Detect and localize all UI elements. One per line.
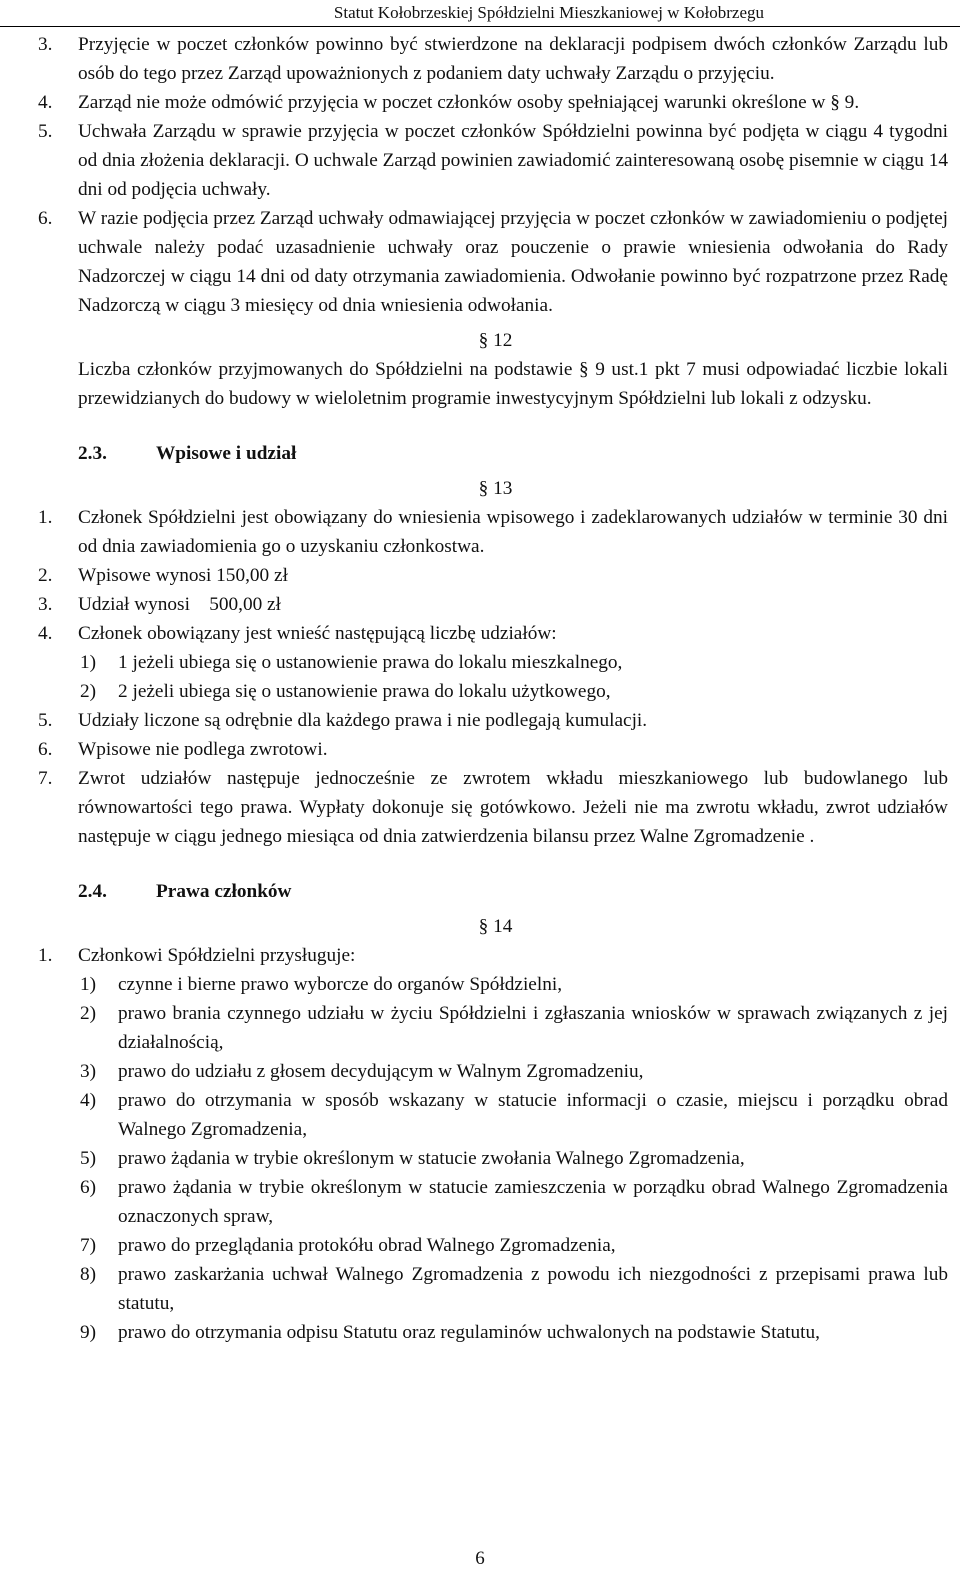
sub-item-text: prawo do otrzymania odpisu Statutu oraz regulaminów uchwalonych na podstawie Statutu, bbox=[118, 1322, 820, 1343]
list-item bbox=[38, 590, 948, 619]
sub-list-item bbox=[38, 1057, 948, 1086]
sub-item-number: 2) bbox=[80, 681, 97, 702]
item-text: Udziały liczone są odrębnie dla każdego prawa i nie podlegają kumulacji. bbox=[78, 710, 648, 731]
list-item bbox=[38, 561, 948, 590]
item-number: 2. bbox=[38, 565, 53, 586]
item-number: 1. bbox=[38, 507, 53, 528]
item-text: Zarząd nie może odmówić przyjęcia w poczet członków osoby spełniającej warunki określone w § 9. bbox=[78, 92, 860, 113]
sub-item-number: 1) bbox=[80, 974, 97, 995]
list-item bbox=[38, 941, 948, 970]
sub-item-text: czynne i bierne prawo wyborcze do organów Spółdzielni, bbox=[118, 974, 563, 995]
section-mark-14: § 14 bbox=[478, 916, 513, 937]
item-text: Wpisowe wynosi 150,00 zł bbox=[78, 565, 288, 586]
sub-list-item bbox=[38, 1318, 948, 1347]
page-number: 6 bbox=[475, 1548, 485, 1569]
header-rule bbox=[0, 26, 960, 27]
document-body bbox=[38, 30, 948, 1347]
sub-item-number: 6) bbox=[80, 1177, 97, 1198]
item-number: 4. bbox=[38, 623, 53, 644]
list-item bbox=[38, 117, 948, 204]
item-text: Członkowi Spółdzielni przysługuje: bbox=[78, 945, 356, 966]
sub-item-text: prawo do przeglądania protokółu obrad Walnego Zgromadzenia, bbox=[118, 1235, 616, 1256]
sub-item-number: 8) bbox=[80, 1264, 97, 1285]
section-heading-2-4 bbox=[38, 877, 948, 906]
list-item bbox=[38, 30, 948, 88]
sub-item-text: prawo żądania w trybie określonym w statucie zamieszczenia w porządku obrad Walnego Zgromadzenia oznaczonych spraw, bbox=[118, 1177, 948, 1227]
item-text: Przyjęcie w poczet członków powinno być stwierdzone na deklaracji podpisem dwóch członków Zarządu lub osób do tego przez Zarząd upoważnionych z podaniem daty uchwały Zarządu o przyjęciu. bbox=[78, 34, 948, 84]
item-number: 3. bbox=[38, 594, 53, 615]
section-heading-2-3 bbox=[38, 439, 948, 468]
sub-item-number: 4) bbox=[80, 1090, 97, 1111]
item-number: 3. bbox=[38, 34, 53, 55]
sub-list-item bbox=[38, 677, 948, 706]
item-text: Udział wynosi 500,00 zł bbox=[78, 594, 281, 615]
sub-list-item bbox=[38, 1144, 948, 1173]
heading-number: 2.3. bbox=[78, 443, 107, 464]
item-number: 1. bbox=[38, 945, 53, 966]
item-number: 5. bbox=[38, 710, 53, 731]
sub-item-text: prawo żądania w trybie określonym w statucie zwołania Walnego Zgromadzenia, bbox=[118, 1148, 745, 1169]
list-item bbox=[38, 706, 948, 735]
sub-item-text: 2 jeżeli ubiega się o ustanowienie prawa do lokalu użytkowego, bbox=[118, 681, 611, 702]
list-item bbox=[38, 764, 948, 851]
running-header: Statut Kołobrzeskiej Spółdzielni Mieszkaniowej w Kołobrzegu bbox=[333, 3, 764, 22]
sub-item-text: prawo do otrzymania w sposób wskazany w statucie informacji o czasie, miejscu i porządku obrad Walnego Zgromadzenia, bbox=[118, 1090, 948, 1140]
item-text: Wpisowe nie podlega zwrotowi. bbox=[78, 739, 328, 760]
sub-list-item bbox=[38, 1260, 948, 1318]
sub-list-item bbox=[38, 1086, 948, 1144]
sub-list-item bbox=[38, 648, 948, 677]
item-number: 5. bbox=[38, 121, 53, 142]
sub-item-text: prawo zaskarżania uchwał Walnego Zgromadzenia z powodu ich niezgodności z przepisami prawa lub statutu, bbox=[118, 1264, 948, 1314]
sub-item-number: 9) bbox=[80, 1322, 97, 1343]
sub-item-number: 3) bbox=[80, 1061, 97, 1082]
item-number: 7. bbox=[38, 768, 53, 789]
item-number: 6. bbox=[38, 208, 53, 229]
list-item bbox=[38, 619, 948, 648]
list-item bbox=[38, 88, 948, 117]
section-12-text: Liczba członków przyjmowanych do Spółdzielni na podstawie § 9 ust.1 pkt 7 musi odpowiadać liczbie lokali przewidzianych do budowy w wieloletnim programie inwestycyjnym Spółdzielni lub lokali z odzysku. bbox=[78, 359, 948, 409]
heading-number: 2.4. bbox=[78, 881, 107, 902]
sub-item-number: 2) bbox=[80, 1003, 97, 1024]
heading-title: Wpisowe i udział bbox=[156, 443, 297, 464]
sub-item-number: 5) bbox=[80, 1148, 97, 1169]
sub-item-text: prawo do udziału z głosem decydującym w Walnym Zgromadzeniu, bbox=[118, 1061, 644, 1082]
item-text: W razie podjęcia przez Zarząd uchwały odmawiającej przyjęcia w poczet członków w zawiadomieniu o podjętej uchwale należy podać uzasadnienie uchwały oraz pouczenie o prawie wniesienia odwołania do Rady Nadzorczej w ciągu 14 dni od daty otrzymania zawiadomienia. Odwołanie powinno być rozpatrzone przez Radę Nadzorczą w ciągu 3 miesięcy od dnia wniesienia odwołania. bbox=[78, 208, 948, 316]
item-text: Członek obowiązany jest wnieść następującą liczbę udziałów: bbox=[78, 623, 557, 644]
list-item bbox=[38, 503, 948, 561]
item-text: Członek Spółdzielni jest obowiązany do wniesienia wpisowego i zadeklarowanych udziałów w terminie 30 dni od dnia zawiadomienia go o uzyskaniu członkostwa. bbox=[78, 507, 948, 557]
sub-item-number: 7) bbox=[80, 1235, 97, 1256]
section-mark-13: § 13 bbox=[478, 478, 513, 499]
item-number: 4. bbox=[38, 92, 53, 113]
sub-list-item bbox=[38, 999, 948, 1057]
section-mark-12: § 12 bbox=[478, 330, 513, 351]
item-text: Uchwała Zarządu w sprawie przyjęcia w poczet członków Spółdzielni powinna być podjęta w ciągu 4 tygodni od dnia złożenia deklaracji. O uchwale Zarząd powinien zawiadomić zainteresowaną osobę pisemnie w ciągu 14 dni od podjęcia uchwały. bbox=[78, 121, 948, 200]
sub-item-number: 1) bbox=[80, 652, 97, 673]
list-item bbox=[38, 735, 948, 764]
sub-list-item bbox=[38, 1173, 948, 1231]
sub-list-item bbox=[38, 1231, 948, 1260]
sub-item-text: prawo brania czynnego udziału w życiu Spółdzielni i zgłaszania wniosków w sprawach związanych z jej działalnością, bbox=[118, 1003, 948, 1053]
list-item bbox=[38, 204, 948, 320]
item-number: 6. bbox=[38, 739, 53, 760]
item-text: Zwrot udziałów następuje jednocześnie ze zwrotem wkładu mieszkaniowego lub budowlanego lub równowartości tego prawa. Wypłaty dokonuje się gotówkowo. Jeżeli nie ma zwrotu wkładu, zwrot udziałów następuje w ciągu jednego miesiąca od dnia zatwierdzenia bilansu przez Walne Zgromadzenie . bbox=[78, 768, 948, 847]
sub-list-item bbox=[38, 970, 948, 999]
sub-item-text: 1 jeżeli ubiega się o ustanowienie prawa do lokalu mieszkalnego, bbox=[118, 652, 623, 673]
heading-title: Prawa członków bbox=[156, 881, 292, 902]
